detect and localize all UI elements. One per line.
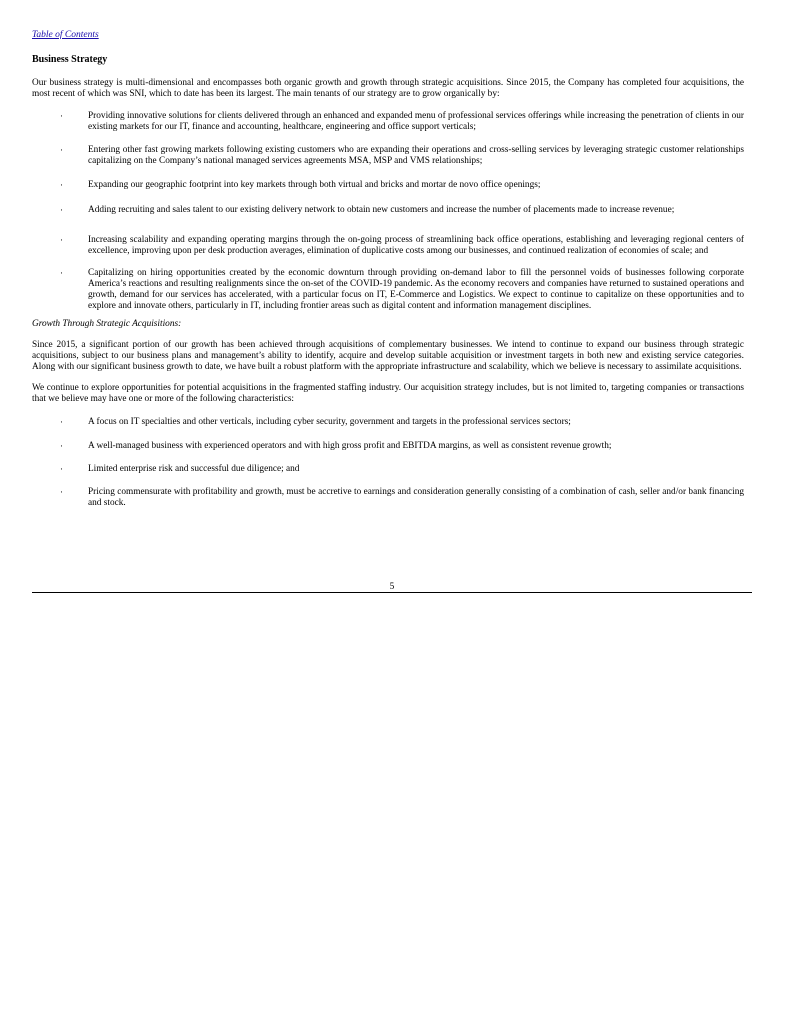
bullet-mark: · [60,487,63,497]
strategy-intro-paragraph: Our business strategy is multi-dimensional and encompasses both organic growth and growth through strategic acquisitions. Since 2015, the Company has completed four acquisitions, the most recent of which was SNI, which to date has been its largest. The main tenants of our strategy are to grow organically by: [32,78,744,99]
list-item-text: Capitalizing on hiring opportunities created by the economic downturn through providing on-demand labor to fill the personnel voids of businesses following corporate America’s reactions and resulting realignments since the on-set of the COVID-19 pandemic. As the economy recovers and companies have returned to sustained operations and growth, demand for our services has accelerated, with a particular focus on IT, E-Commerce and Logistics. We expect to continue to capitalize on these opportunities and to explore and innovate others, particularly in IT, including frontier areas such as digital content and information management disciplines. [88,268,744,311]
bullet-mark: · [60,111,63,121]
organic-growth-list [32,111,744,312]
list-item-text: Providing innovative solutions for clients delivered through an enhanced and expanded menu of professional services offerings while increasing the penetration of clients in our existing markets for our IT, finance and accounting, healthcare, engineering and office support verticals; [88,111,744,132]
bullet-mark: · [60,417,63,427]
acquisitions-paragraph-1: Since 2015, a significant portion of our growth has been achieved through acquisitions of complementary businesses. We intend to continue to expand our business through strategic acquisitions, subject to our business plans and management’s ability to identify, acquire and develop suitable acquisition or investment targets in both new and existing service categories. Along with our significant business growth to date, we have built a robust platform with the appropriate infrastructure and scalability, which we believe is necessary to assimilate acquisitions. [32,340,744,372]
list-item [32,235,744,257]
list-item-text: Expanding our geographic footprint into key markets through both virtual and bricks and mortar de novo office openings; [88,180,541,190]
list-item [32,464,744,475]
table-of-contents-link[interactable]: Table of Contents [32,30,99,40]
bullet-mark: · [60,145,63,155]
list-item [32,111,744,133]
acquisitions-subheading: Growth Through Strategic Acquisitions: [32,319,182,329]
list-item-text: A well-managed business with experienced operators and with high gross profit and EBITDA margins, as well as consistent revenue growth; [88,441,612,451]
list-item-text: Adding recruiting and sales talent to our existing delivery network to obtain new customers and increase the number of placements made to increase revenue; [88,205,675,215]
bullet-mark: · [60,205,63,215]
list-item [32,268,744,312]
list-item-text: Limited enterprise risk and successful due diligence; and [88,464,300,474]
list-item [32,487,744,509]
list-item [32,145,744,167]
page-number: 5 [389,582,395,592]
document-page [32,24,744,509]
bullet-mark: · [60,235,63,245]
list-item [32,441,744,452]
list-item-text: Pricing commensurate with profitability and growth, must be accretive to earnings and consideration generally consisting of a combination of cash, seller and/or bank financing and stock. [88,487,744,508]
bullet-mark: · [60,441,63,451]
bullet-mark: · [60,464,63,474]
footer-divider [32,592,752,593]
list-item-text: Entering other fast growing markets following existing customers who are expanding their operations and cross-selling services by leveraging strategic customer relationships capitalizing on the Company’s national managed services agreements MSA, MSP and VMS relationships; [88,145,744,166]
list-item [32,205,744,216]
bullet-mark: · [60,180,63,190]
list-item [32,417,744,428]
list-item [32,180,744,191]
acquisitions-paragraph-2: We continue to explore opportunities for potential acquisitions in the fragmented staffing industry. Our acquisition strategy includes, but is not limited to, targeting companies or transactions that we believe may have one or more of the following characteristics: [32,383,744,404]
list-item-text: A focus on IT specialties and other verticals, including cyber security, government and targets in the professional services sectors; [88,417,571,427]
acquisition-criteria-list [32,417,744,509]
list-item-text: Increasing scalability and expanding operating margins through the on-going process of streamlining back office operations, establishing and leveraging regional centers of excellence, improving upon per desk production averages, elimination of duplicative costs among our businesses, and continued realization of economies of scale; and [88,235,744,256]
bullet-mark: · [60,268,63,278]
section-title: Business Strategy [32,54,108,65]
